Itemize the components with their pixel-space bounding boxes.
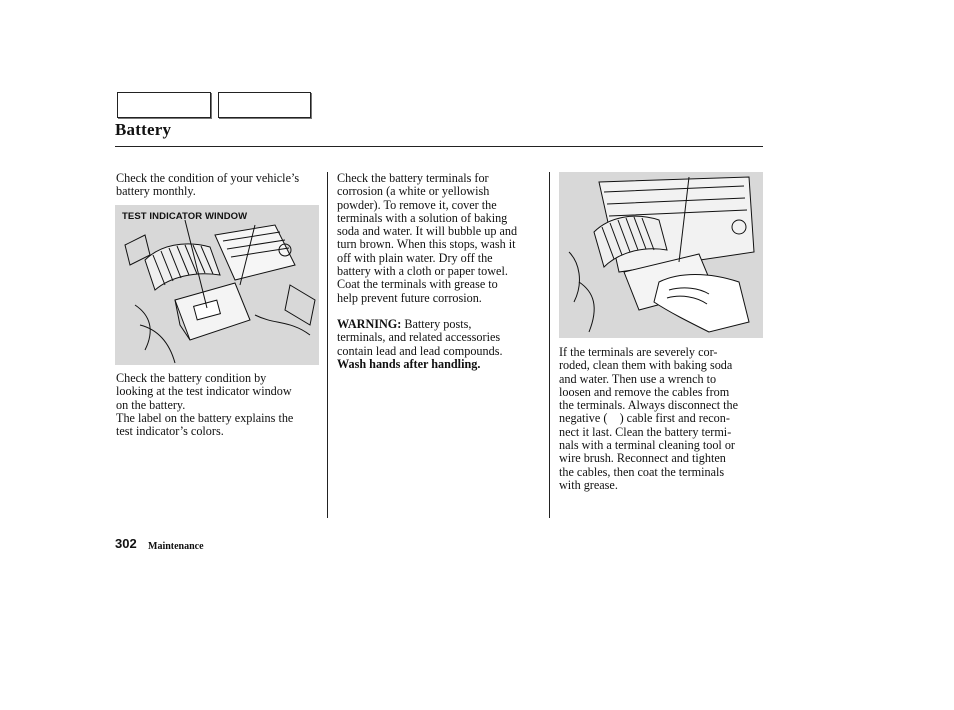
- terminal-cleaning-figure: [559, 172, 763, 338]
- warning-text: [337, 318, 543, 371]
- terminal-cleaning-text: If the terminals are severely cor- roded, clean them with baking soda and water. Then use a wrench to loosen and remove the cables from the terminals. Always disconnect the negative ( ) cable first and recon- nect it last. Clean the battery termi- nals with a terminal cleaning tool or wire brush. Reconnect and tighten the cables, then coat the terminals with grease.: [559, 345, 739, 492]
- figure-caption: TEST INDICATOR WINDOW: [122, 211, 248, 222]
- section-name: Maintenance: [148, 541, 204, 552]
- page-number: 302: [115, 536, 137, 551]
- engine-bay-illustration: [115, 205, 319, 365]
- test-indicator-figure: [115, 205, 319, 365]
- battery-condition-text: Check the battery condition by looking at the test indicator window on the battery. The label on the battery explains the test indicator’s colors.: [116, 371, 294, 439]
- battery-check-intro: Check the condition of your vehicle’s battery monthly.: [116, 171, 300, 199]
- page-title: Battery: [115, 120, 172, 139]
- hand-cleaning-illustration: [559, 172, 763, 338]
- title-rule: [115, 146, 763, 147]
- column-divider-1: [327, 172, 328, 518]
- warning-body: Battery posts, terminals, and related accessories contain lead and lead compounds.: [337, 317, 503, 358]
- header-tab-left: [117, 92, 211, 118]
- warning-emphasis: Wash hands after handling.: [337, 356, 481, 371]
- terminal-corrosion-text: Check the battery terminals for corrosion (a white or yellowish powder). To remove it, cover the terminals with a solution of baking soda and water. It will bubble up and turn brown. When this stops, wash it off with plain water. Dry off the battery with a cloth or paper towel. Coat the terminals with grease to help prevent future corrosion.: [337, 171, 518, 305]
- header-tab-right: [218, 92, 311, 118]
- warning-label: WARNING:: [337, 317, 402, 331]
- column-divider-2: [549, 172, 550, 518]
